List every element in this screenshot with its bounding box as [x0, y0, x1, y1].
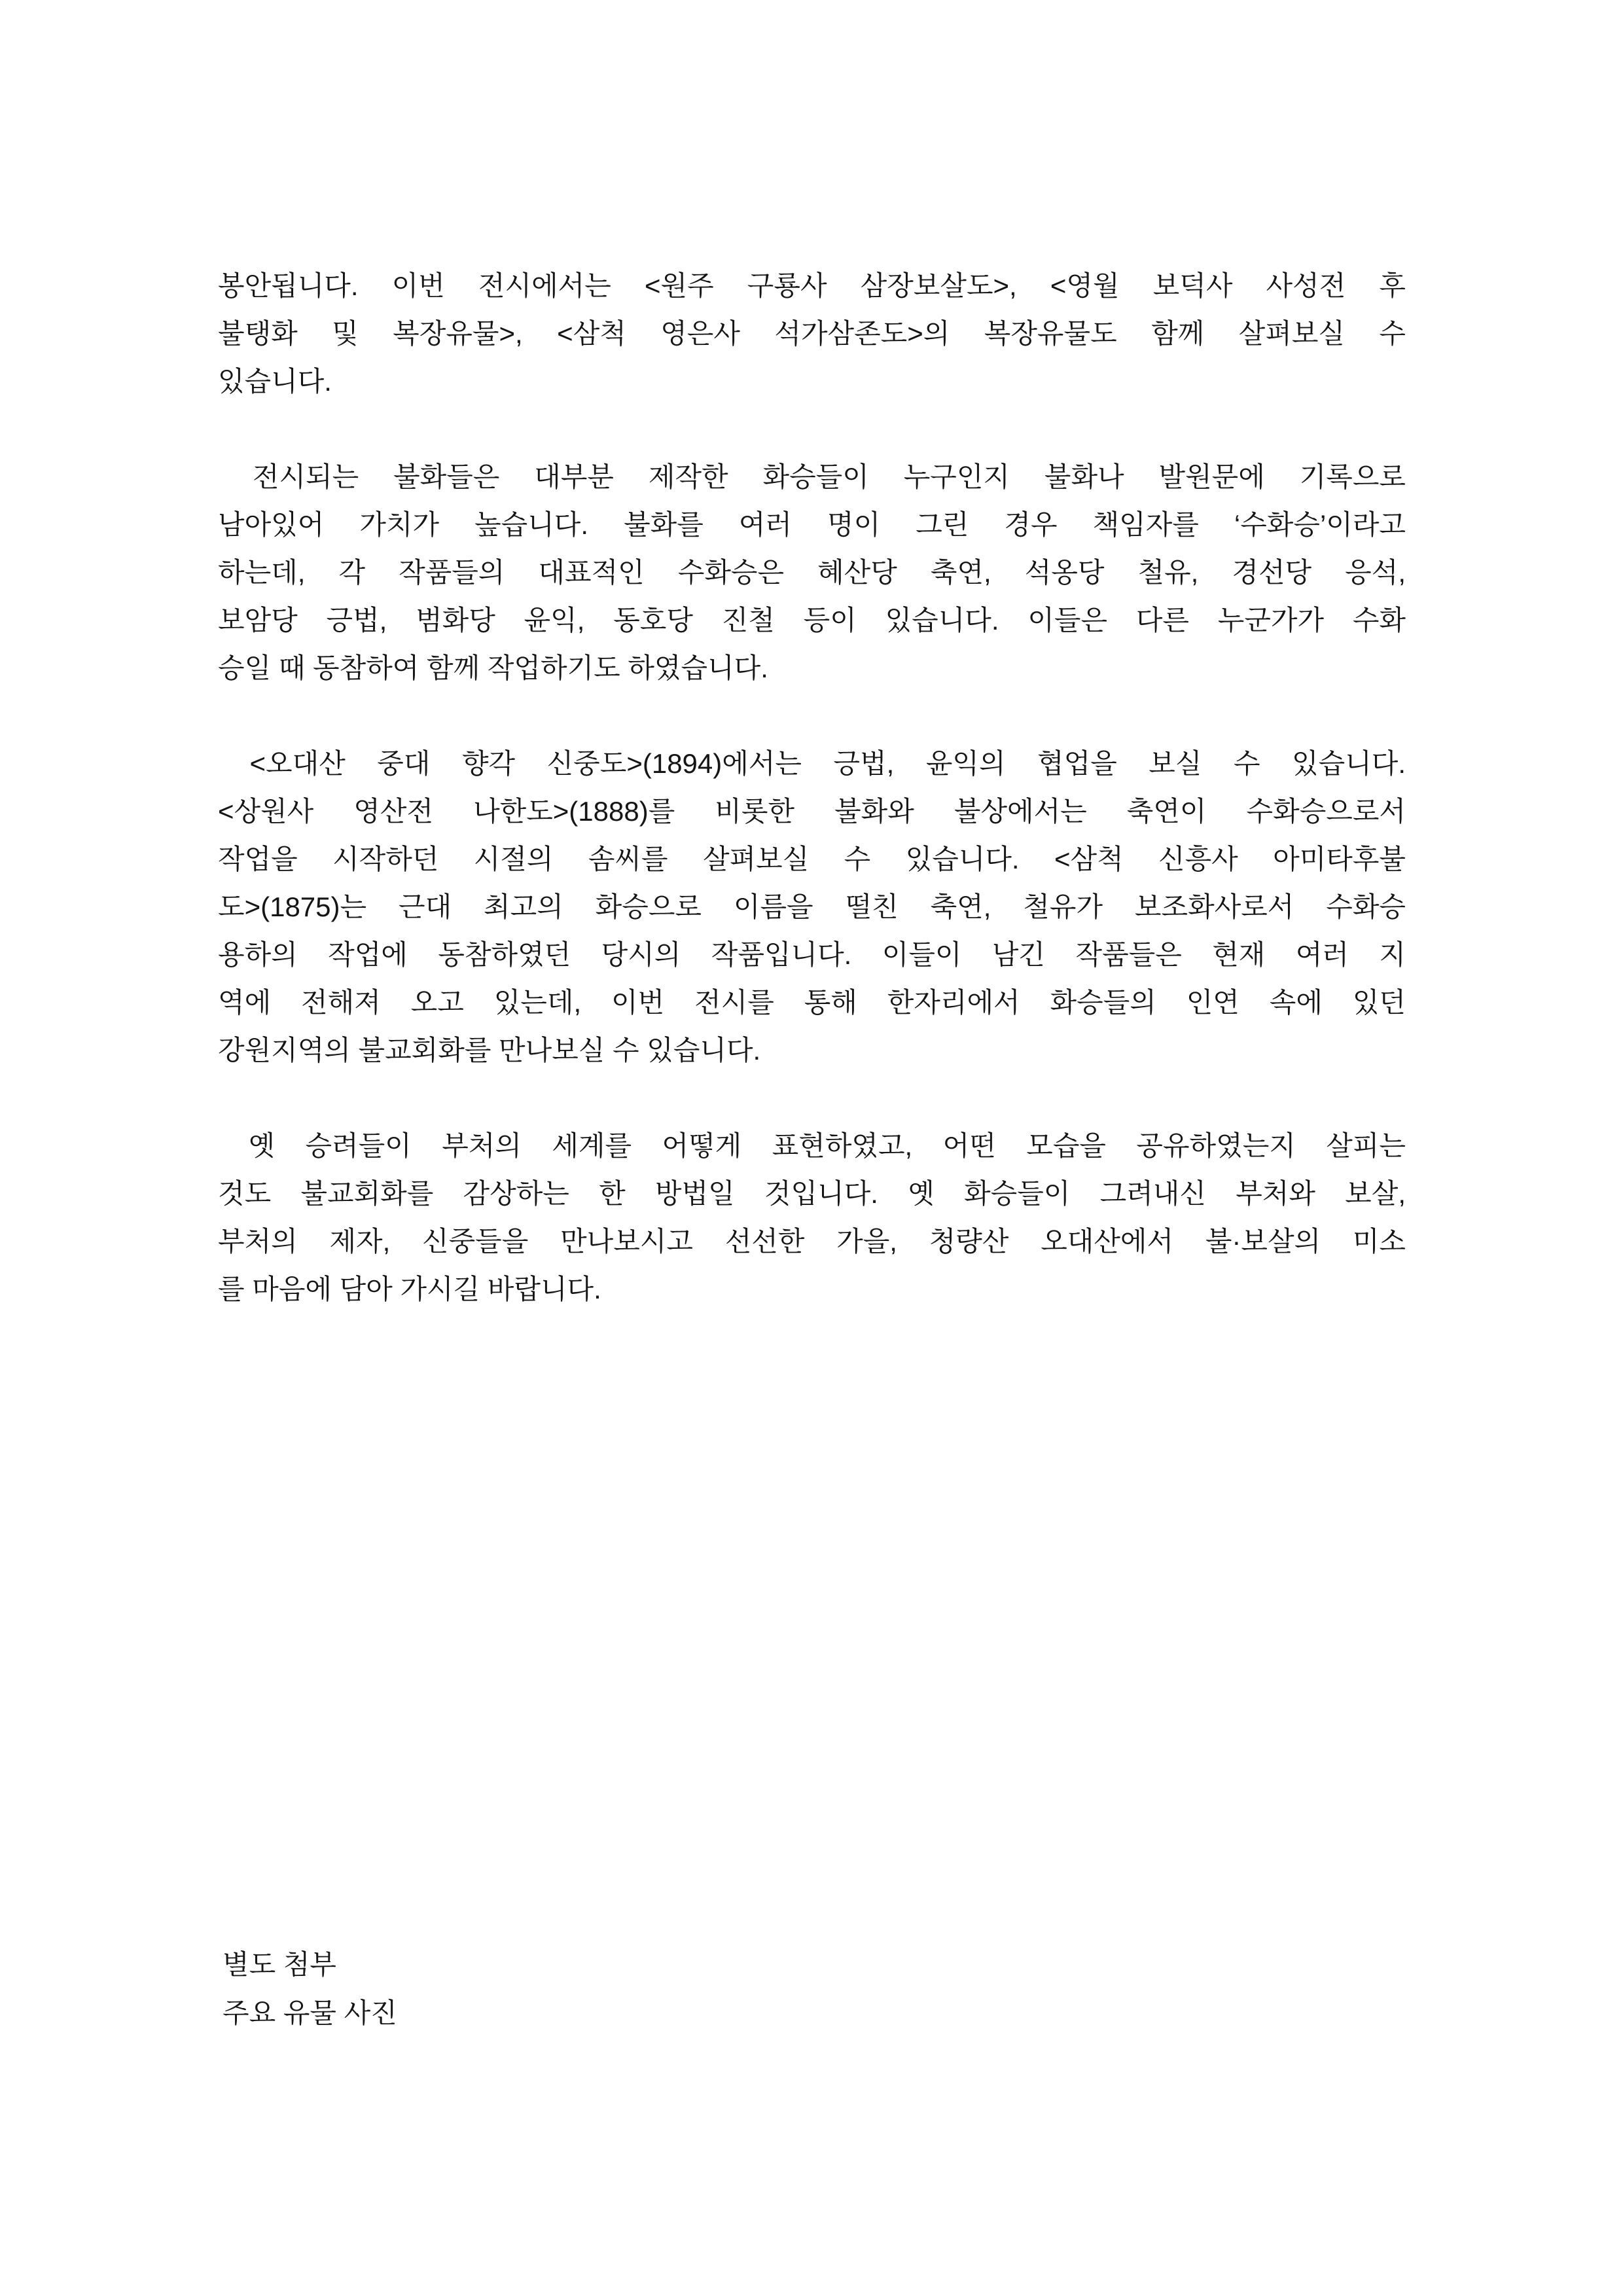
paragraph — [218, 262, 1406, 405]
text-line: 도>(1875)는 근대 최고의 화승으로 이름을 떨친 축연, 철유가 보조화사로서 수화승 — [218, 891, 1406, 922]
text-line: 것도 불교회화를 감상하는 한 방법일 것입니다. 옛 화승들이 그려내신 부처와 보살, — [218, 1178, 1406, 1209]
text-line: 남아있어 가치가 높습니다. 불화를 여러 명이 그린 경우 책임자를 ‘수화승’이라고 — [218, 509, 1406, 540]
text-line: 를 마음에 담아 가시길 바랍니다. — [218, 1274, 601, 1304]
text-line: 보암당 긍법, 범화당 윤익, 동호당 진철 등이 있습니다. 이들은 다른 누군가가 수화 — [218, 605, 1406, 636]
attachment-note — [223, 1941, 397, 2037]
text-line: 승일 때 동참하여 함께 작업하기도 하였습니다. — [218, 653, 768, 683]
text-line: 작업을 시작하던 시절의 솜씨를 살펴보실 수 있습니다. <삼척 신흥사 아미타후불 — [218, 844, 1406, 874]
text-line: 전시되는 불화들은 대부분 제작한 화승들이 누구인지 불화나 발원문에 기록으로 — [218, 461, 1406, 492]
text-line: 불탱화 및 복장유물>, <삼척 영은사 석가삼존도>의 복장유물도 함께 살펴보실 수 — [218, 318, 1406, 349]
text-line: <상원사 영산전 나한도>(1888)를 비롯한 불화와 불상에서는 축연이 수화승으로서 — [218, 796, 1406, 827]
text-line: 부처의 제자, 신중들을 만나보시고 선선한 가을, 청량산 오대산에서 불·보살의 미소 — [218, 1226, 1406, 1257]
document-body — [218, 262, 1406, 1313]
attachment-note-line: 주요 유물 사진 — [223, 1998, 397, 2028]
text-line: 하는데, 각 작품들의 대표적인 수화승은 혜산당 축연, 석옹당 철유, 경선당 응석, — [218, 557, 1406, 588]
paragraph — [218, 1122, 1406, 1313]
text-line: 옛 승려들이 부처의 세계를 어떻게 표현하였고, 어떤 모습을 공유하였는지 살피는 — [218, 1130, 1406, 1161]
attachment-note-line: 별도 첨부 — [223, 1949, 336, 1980]
paragraph — [218, 453, 1406, 692]
text-line: 봉안됩니다. 이번 전시에서는 <원주 구룡사 삼장보살도>, <영월 보덕사 사성전 후 — [218, 270, 1406, 301]
text-line: 강원지역의 불교회화를 만나보실 수 있습니다. — [218, 1035, 761, 1066]
text-line: 용하의 작업에 동참하였던 당시의 작품입니다. 이들이 남긴 작품들은 현재 여러 지 — [218, 939, 1406, 970]
text-line: 역에 전해져 오고 있는데, 이번 전시를 통해 한자리에서 화승들의 인연 속에 있던 — [218, 987, 1406, 1018]
paragraph — [218, 740, 1406, 1074]
text-line: 있습니다. — [218, 366, 332, 397]
text-line: <오대산 중대 향각 신중도>(1894)에서는 긍법, 윤익의 협업을 보실 수 있습니다. — [218, 748, 1406, 779]
